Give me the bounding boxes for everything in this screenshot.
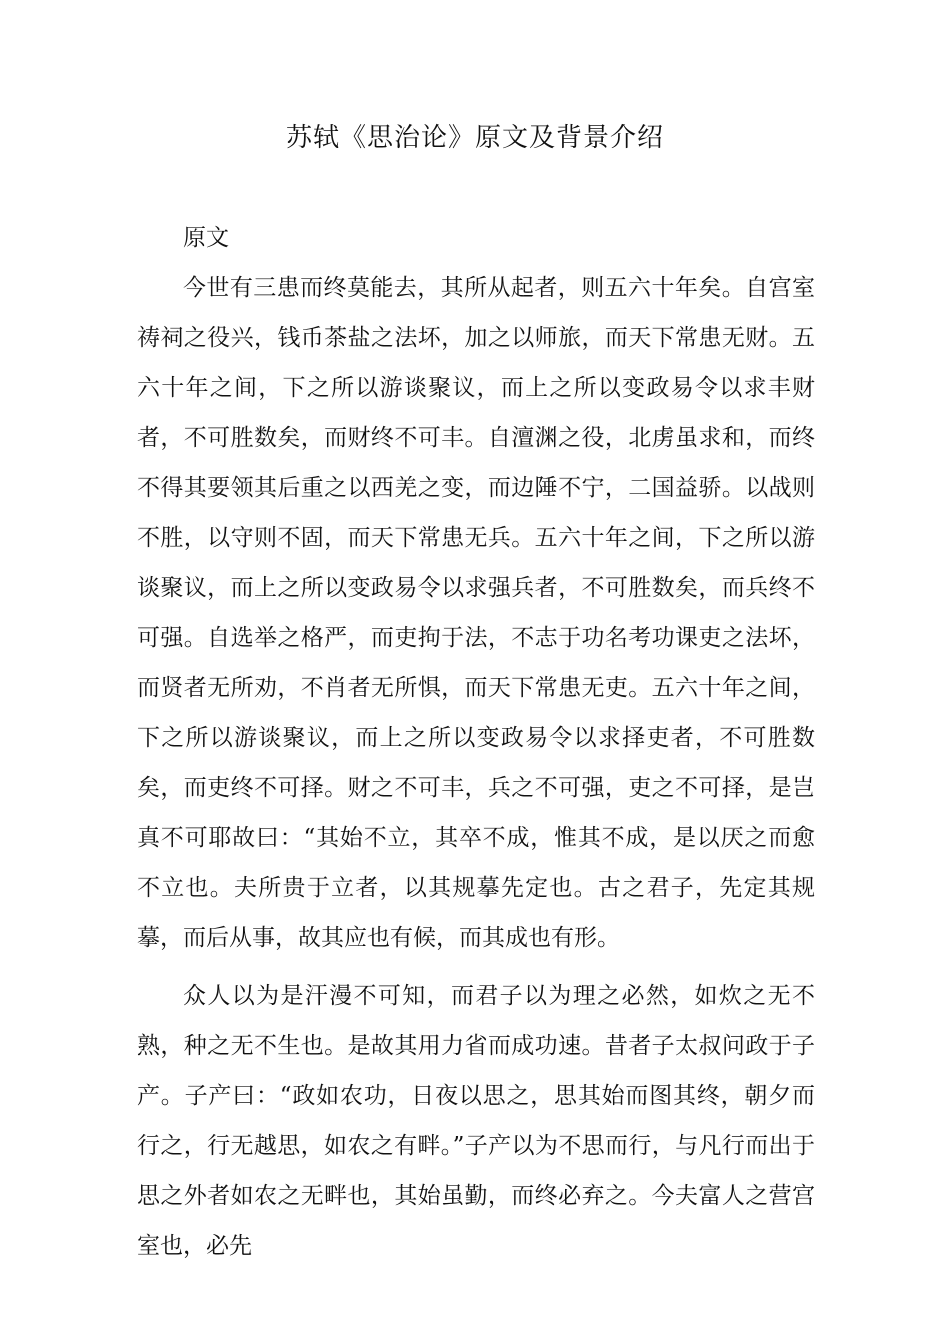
section-heading: 原文 (183, 225, 229, 251)
paragraph: 众人以为是汗漫不可知，而君子以为理之必然，如炊之无不熟，种之无不生也。是故其用力省而成功速。昔者子太叔问政于子产。子产曰：“政如农功，日夜以思之，思其始而图其终，朝夕而行之，行无越思，如农之有畔。”子产以为不思而行，与凡行而出于思之外者如农之无畔也，其始虽勤，而终必弃之。今夫富人之营宫室也，必先 (137, 983, 815, 1259)
document-title: 苏轼《思治论》原文及背景介绍 (285, 123, 664, 153)
paragraph: 今世有三患而终莫能去，其所从起者，则五六十年矣。自宫室祷祠之役兴，钱币茶盐之法坏，加之以师旅，而天下常患无财。五六十年之间，下之所以游谈聚议，而上之所以变政易令以求丰财者，不可胜数矣，而财终不可丰。自澶渊之役，北虏虽求和，而终不得其要领其后重之以西羌之变，而边陲不宁，二国益骄。以战则不胜，以守则不固，而天下常患无兵。五六十年之间，下之所以游谈聚议，而上之所以变政易令以求强兵者，不可胜数矣，而兵终不可强。自选举之格严，而吏拘于法，不志于功名考功课吏之法坏，而贤者无所劝，不肖者无所惧，而天下常患无吏。五六十年之间，下之所以游谈聚议，而上之所以变政易令以求择吏者，不可胜数矣，而吏终不可择。财之不可丰，兵之不可强，吏之不可择，是岂真不可耶故曰：“其始不立，其卒不成，惟其不成，是以厌之而愈不立也。夫所贵于立者，以其规摹先定也。古之君子，先定其规摹，而后从事，故其应也有候，而其成也有形。 (137, 275, 815, 951)
document-body (137, 213, 815, 1271)
